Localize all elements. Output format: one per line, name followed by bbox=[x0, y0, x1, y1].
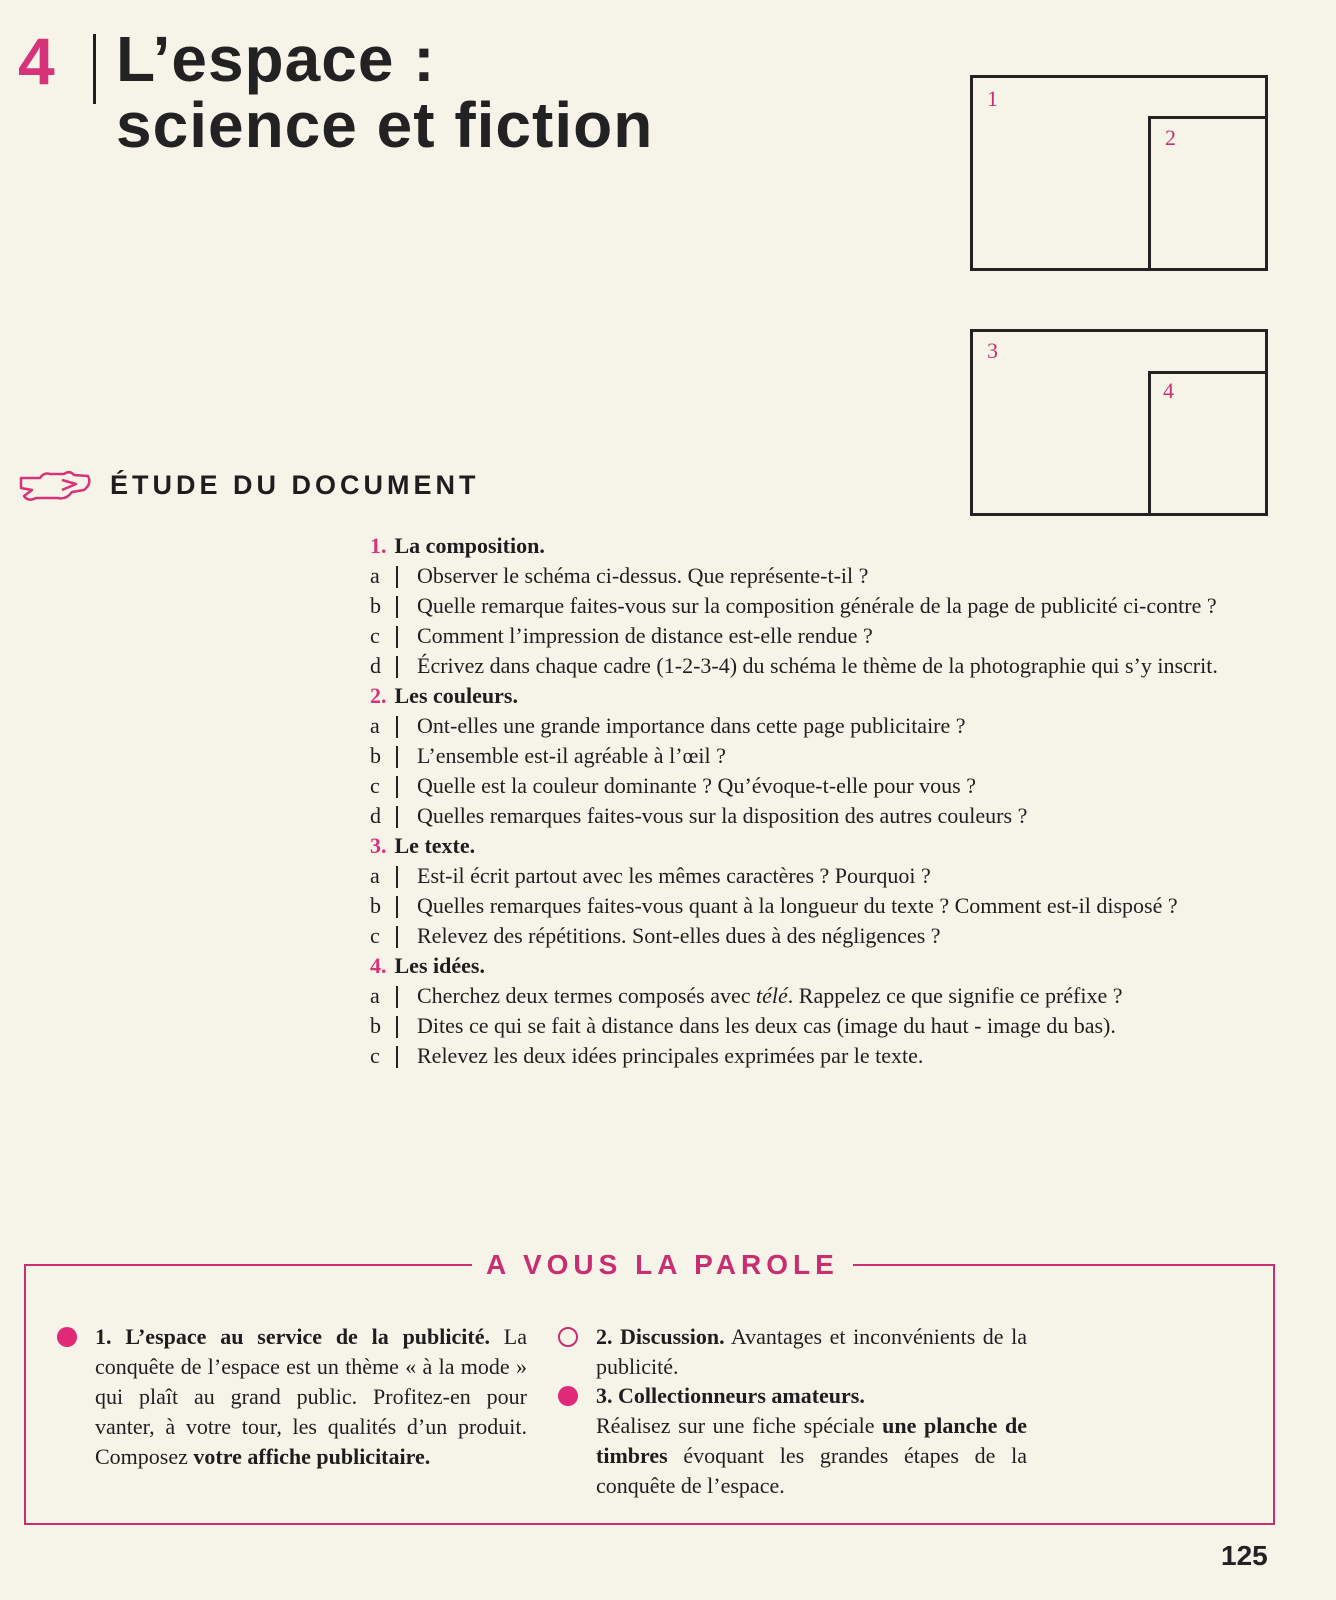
schema-label-1: 1 bbox=[987, 86, 998, 111]
parole-item-1-heading: 1. L’espace au service de la publicité. bbox=[95, 1324, 490, 1349]
bullet-filled-icon bbox=[57, 1327, 77, 1347]
bullet-filled-icon bbox=[558, 1386, 578, 1406]
schema-inner-frame-4 bbox=[1148, 371, 1268, 516]
question-item: a Observer le schéma ci-dessus. Que représente-t-il ? bbox=[370, 563, 869, 588]
question-item: c Comment l’impression de distance est-elle rendue ? bbox=[370, 623, 873, 648]
schema-inner-frame-2 bbox=[1148, 116, 1268, 271]
pointing-hand-icon bbox=[18, 466, 92, 506]
parole-item-3-body-end: évoquant les grandes étapes de la conquête de l’espace. bbox=[596, 1443, 1027, 1498]
page-number: 125 bbox=[1221, 1540, 1268, 1571]
question-item: a Ont-elles une grande importance dans cette page publicitaire ? bbox=[370, 713, 966, 738]
parole-item-3-bold: une planche de timbres bbox=[596, 1413, 1028, 1468]
parole-item-3-body: Réalisez sur une fiche spéciale bbox=[596, 1413, 883, 1438]
question-section-2 bbox=[370, 681, 1275, 831]
question-item: c Relevez des répétitions. Sont-elles dues à des négligences ? bbox=[370, 923, 941, 948]
question-item: a Est-il écrit partout avec les mêmes caractères ? Pourquoi ? bbox=[370, 863, 931, 888]
chapter-title bbox=[116, 23, 654, 161]
question-item: c Relevez les deux idées principales exprimées par le texte. bbox=[370, 1043, 924, 1068]
question-section-1 bbox=[370, 531, 1275, 681]
question-item: c Quelle est la couleur dominante ? Qu’évoque-t-elle pour vous ? bbox=[370, 773, 976, 798]
questions-list bbox=[370, 531, 1275, 1071]
chapter-title-line1: L’espace : bbox=[116, 23, 436, 95]
question-item: b L’ensemble est-il agréable à l’œil ? bbox=[370, 743, 726, 768]
question-item: b Dites ce qui se fait à distance dans les deux cas (image du haut - image du bas). bbox=[370, 1013, 1116, 1038]
section-heading: 1. La composition. bbox=[370, 533, 545, 558]
question-item: d Écrivez dans chaque cadre (1-2-3-4) du schéma le thème de la photographie qui s’y inscrit. bbox=[370, 653, 1218, 678]
question-item: a Cherchez deux termes composés avec télé. Rappelez ce que signifie ce préfixe ? bbox=[370, 983, 1123, 1008]
parole-item-1-bold: votre affiche publicitaire. bbox=[193, 1444, 431, 1469]
schema-label-4: 4 bbox=[1163, 378, 1174, 403]
chapter-title-line2: science et fiction bbox=[116, 89, 654, 161]
schema-upper bbox=[970, 75, 1268, 271]
question-section-3 bbox=[370, 831, 1275, 951]
parole-item-3-heading: 3. Collectionneurs amateurs. bbox=[596, 1383, 865, 1408]
section-heading: 2. Les couleurs. bbox=[370, 683, 518, 708]
parole-title: A VOUS LA PAROLE bbox=[472, 1249, 853, 1281]
question-item: d Quelles remarques faites-vous sur la disposition des autres couleurs ? bbox=[370, 803, 1028, 828]
schema-lower bbox=[970, 329, 1268, 516]
parole-item-1 bbox=[95, 1322, 527, 1472]
etude-label: ÉTUDE DU DOCUMENT bbox=[110, 470, 480, 500]
chapter-number: 4 bbox=[18, 24, 55, 98]
parole-item-1-body: La conquête de l’espace est un thème « à la mode » qui plaît au grand public. Profitez-en pour vanter, à votre tour, les qualités d’un produit. Composez bbox=[95, 1324, 527, 1469]
schema-label-2: 2 bbox=[1165, 125, 1176, 150]
title-divider bbox=[93, 34, 96, 104]
question-item: b Quelle remarque faites-vous sur la composition générale de la page de publicité ci-contre ? bbox=[370, 593, 1217, 618]
parole-item-2 bbox=[596, 1322, 1027, 1382]
schema-label-3: 3 bbox=[987, 338, 998, 363]
section-heading: 4. Les idées. bbox=[370, 953, 485, 978]
parole-item-3 bbox=[596, 1381, 1027, 1501]
question-section-4 bbox=[370, 951, 1275, 1071]
parole-item-2-heading: 2. Discussion. bbox=[596, 1324, 725, 1349]
parole-item-2-body: Avantages et inconvénients de la publicité. bbox=[596, 1324, 1027, 1379]
question-item: b Quelles remarques faites-vous quant à la longueur du texte ? Comment est-il disposé ? bbox=[370, 893, 1178, 918]
section-heading: 3. Le texte. bbox=[370, 833, 476, 858]
bullet-open-icon bbox=[558, 1327, 578, 1347]
